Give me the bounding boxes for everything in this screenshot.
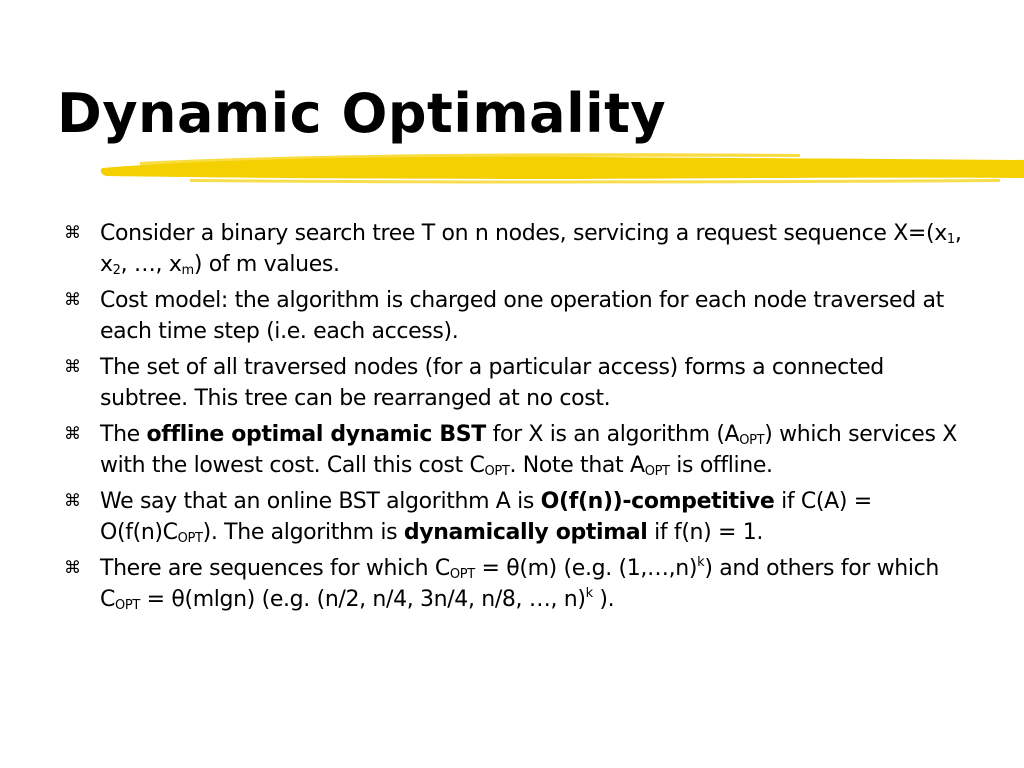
text-run: The set of all traversed nodes (for a particular access) forms a connected subtree. This tree can be rearranged at no cost. — [100, 355, 884, 411]
text-run: , …, x — [120, 252, 182, 277]
command-key-icon: ⌘ — [64, 290, 81, 310]
slide-title: Dynamic Optimality — [57, 82, 667, 145]
text-run: Cost model: the algorithm is charged one operation for each node traversed at each time step (i.e. each access). — [100, 288, 944, 344]
text-run: Consider a binary search tree T on n nodes, servicing a request sequence X=(x — [100, 221, 947, 246]
superscript: k — [585, 586, 593, 601]
command-key-icon: ⌘ — [64, 491, 81, 511]
subscript: OPT — [739, 433, 765, 448]
command-key-icon: ⌘ — [64, 357, 81, 377]
text-run: if f(n) = 1. — [647, 520, 764, 545]
text-run: The — [100, 422, 147, 447]
text-run: ). — [592, 587, 615, 612]
superscript: k — [697, 555, 705, 570]
brush-stroke-streak — [190, 179, 1000, 184]
bullet-item — [64, 486, 964, 548]
text-run: ) of m values. — [193, 252, 340, 277]
subscript: OPT — [177, 531, 203, 546]
text-run: We say that an online BST algorithm A is — [100, 489, 541, 514]
bold-term: O(f(n))-competitive — [540, 489, 775, 514]
text-run: ) and others for which C — [100, 556, 939, 612]
bold-term: dynamically optimal — [403, 520, 648, 545]
title-underline-brush-stroke — [100, 148, 1024, 188]
subscript: OPT — [484, 464, 510, 479]
text-run: = θ(mlgn) (e.g. (n/2, n/4, 3n/4, n/8, …, n) — [139, 587, 586, 612]
bullet-text — [100, 218, 964, 280]
bullet-list — [64, 218, 964, 620]
text-run: is offline. — [669, 453, 773, 478]
bold-term: offline optimal dynamic BST — [146, 422, 486, 447]
bullet-text — [100, 352, 964, 414]
bullet-text — [100, 486, 964, 548]
subscript: 2 — [112, 263, 121, 278]
bullet-item — [64, 419, 964, 481]
bullet-item — [64, 553, 964, 615]
subscript: OPT — [449, 567, 475, 582]
bullet-item — [64, 218, 964, 280]
command-key-icon: ⌘ — [64, 558, 81, 578]
bullet-text — [100, 419, 964, 481]
subscript: OPT — [644, 464, 670, 479]
bullet-text — [100, 285, 964, 347]
text-run: ) which services X with the lowest cost. Call this cost C — [100, 422, 957, 478]
text-run: There are sequences for which C — [100, 556, 450, 581]
subscript: m — [181, 263, 194, 278]
subscript: 1 — [946, 232, 955, 247]
text-run: ). The algorithm is — [202, 520, 404, 545]
text-run: , x — [100, 221, 962, 277]
text-run: for X is an algorithm (A — [485, 422, 740, 447]
command-key-icon: ⌘ — [64, 424, 81, 444]
text-run: = θ(m) (e.g. (1,…,n) — [474, 556, 698, 581]
bullet-item — [64, 285, 964, 347]
text-run: if C(A) = O(f(n)C — [100, 489, 872, 545]
command-key-icon: ⌘ — [64, 223, 81, 243]
bullet-item — [64, 352, 964, 414]
subscript: OPT — [115, 598, 140, 613]
bullet-text — [100, 553, 964, 615]
text-run: . Note that A — [509, 453, 645, 478]
